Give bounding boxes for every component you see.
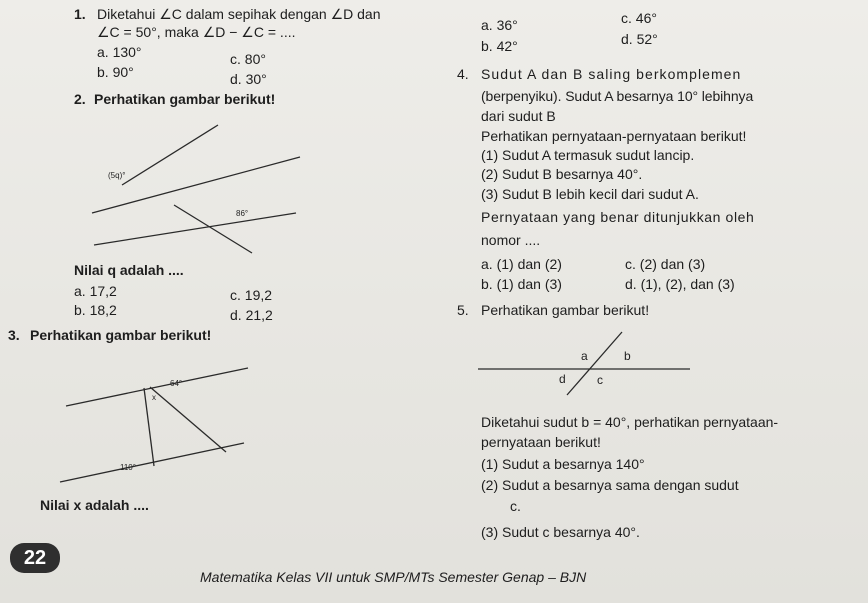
q3-number: 3. [8,327,20,343]
page-number: 22 [10,543,60,573]
q5-statement-2b: c. [510,498,521,514]
q5-label-a: a [581,349,588,363]
q3-figure [60,366,250,494]
q5-label-c: c [597,373,603,387]
q4-option-a: a. (1) dan (2) [481,256,562,272]
q1-option-a: a. 130° [97,44,142,60]
q4-line5: Pernyataan yang benar ditunjukkan oleh [481,209,755,225]
q4-option-b: b. (1) dan (3) [481,276,562,292]
q-right-option-d: d. 52° [621,31,658,47]
q4-option-d: d. (1), (2), dan (3) [625,276,735,292]
q5-label-b: b [624,349,631,363]
q4-statement-3: (3) Sudut B lebih kecil dari sudut A. [481,186,699,202]
q2-option-c: c. 19,2 [230,287,273,303]
q3-label-64: 64° [170,379,183,388]
q2-question: Nilai q adalah .... [74,262,184,278]
q-right-option-c: c. 46° [621,10,657,26]
q2-figure [92,115,307,255]
q3-label-x: x [152,393,156,402]
q4-statement-1: (1) Sudut A termasuk sudut lancip. [481,147,695,163]
q5-line-transversal [567,332,622,395]
q2-title: Perhatikan gambar berikut! [94,91,276,107]
q5-label-d: d [559,372,566,386]
q5-number: 5. [457,302,469,318]
q4-statement-2: (2) Sudut B besarnya 40°. [481,166,643,182]
q5-title: Perhatikan gambar berikut! [481,302,650,318]
q4-line1: Sudut A dan B saling berkomplemen [481,66,742,82]
q2-number: 2. [74,91,86,107]
page-footer: Matematika Kelas VII untuk SMP/MTs Semester Genap – BJN [200,569,587,585]
q2-option-d: d. 21,2 [230,307,273,323]
q5-statement-3: (3) Sudut c besarnya 40°. [481,524,640,540]
q4-line3: dari sudut B [481,108,556,124]
q3-question: Nilai x adalah .... [40,497,149,513]
q1-line1: Diketahui ∠C dalam sepihak dengan ∠D dan [97,6,381,22]
q4-number: 4. [457,66,469,82]
q5-statement-2a: (2) Sudut a besarnya sama dengan sudut [481,477,739,493]
q1-option-d: d. 30° [230,71,267,87]
q3-label-110: 110° [120,463,136,472]
q2-label-86: 86° [236,209,249,218]
q2-option-a: a. 17,2 [74,283,117,299]
q3-line-top [66,368,248,406]
q4-line4: Perhatikan pernyataan-pernyataan berikut! [481,128,747,144]
q2-label-5q: (5q)° [108,171,126,180]
q4-line2: (berpenyiku). Sudut A besarnya 10° lebihnya [481,88,754,104]
q1-line2: ∠C = 50°, maka ∠D − ∠C = .... [97,24,296,40]
q4-line6: nomor .... [481,232,541,248]
q5-line1: Diketahui sudut b = 40°, perhatikan pernyataan- [481,414,779,430]
q1-option-c: c. 80° [230,51,266,67]
q1-number: 1. [74,6,86,22]
q-right-option-a: a. 36° [481,17,518,33]
q3-transversal-slanted [150,387,226,452]
q-right-option-b: b. 42° [481,38,518,54]
q4-option-c: c. (2) dan (3) [625,256,706,272]
q2-transversal-1 [122,125,218,185]
q5-line2: pernyataan berikut! [481,434,601,450]
q3-title: Perhatikan gambar berikut! [30,327,212,343]
q2-option-b: b. 18,2 [74,302,117,318]
q1-option-b: b. 90° [97,64,134,80]
q5-statement-1: (1) Sudut a besarnya 140° [481,456,645,472]
q5-figure [478,330,698,400]
